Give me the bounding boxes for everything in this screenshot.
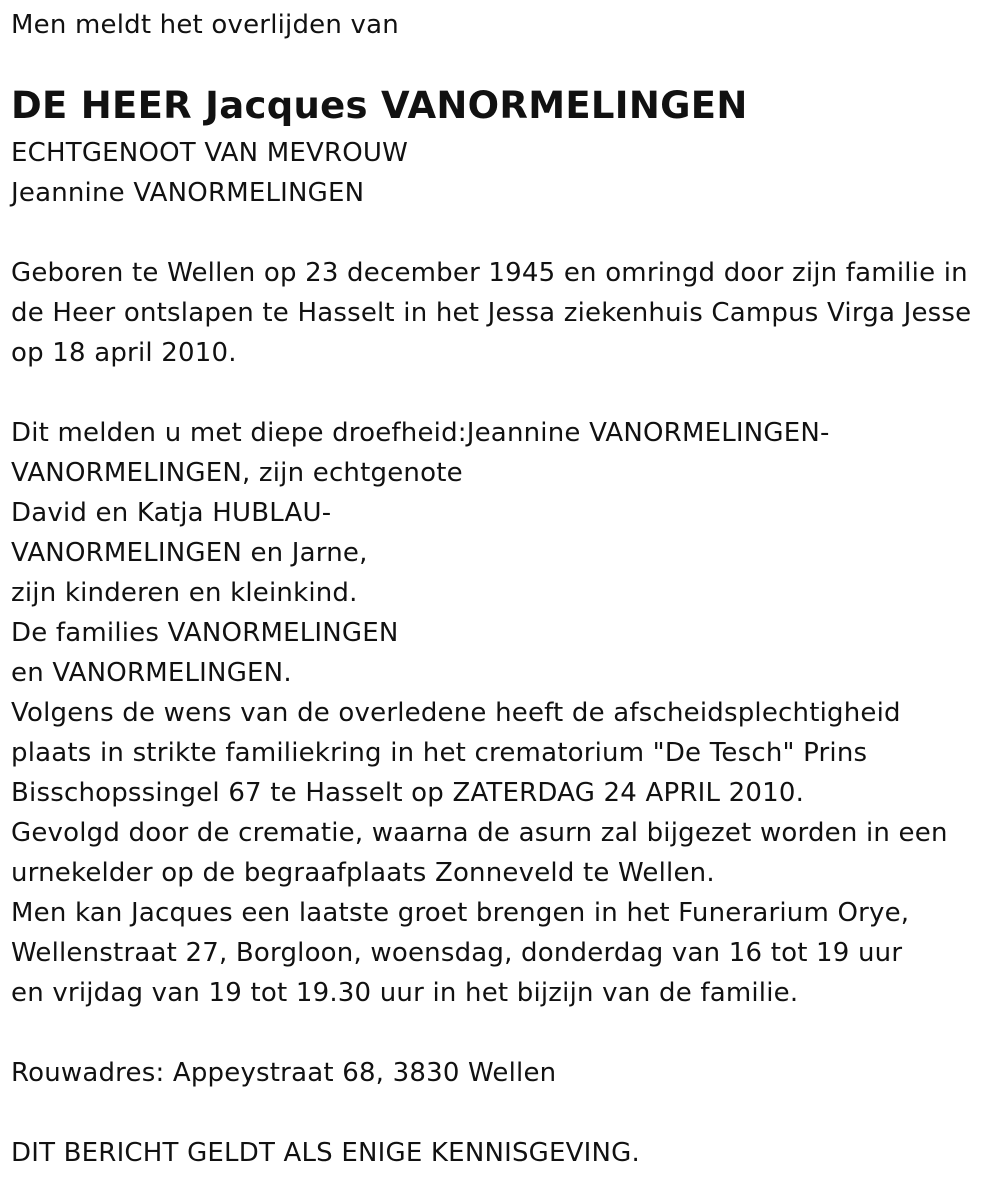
paragraph-line: De families VANORMELINGEN: [11, 618, 399, 648]
paragraph-line: urnekelder op de begraafplaats Zonneveld te Wellen.: [11, 858, 715, 888]
intro-text: Men meldt het overlijden van: [11, 10, 399, 40]
closing-notice-section: [11, 1133, 640, 1173]
paragraph-line: David en Katja HUBLAU-: [11, 498, 332, 528]
paragraph-line: op 18 april 2010.: [11, 338, 237, 368]
deceased-name: DE HEER Jacques VANORMELINGEN: [11, 84, 748, 127]
paragraph-line: Volgens de wens van de overledene heeft de afscheidsplechtigheid: [11, 698, 901, 728]
paragraph-line: Geboren te Wellen op 23 december 1945 en omringd door zijn familie in: [11, 258, 968, 288]
paragraph-line: Men kan Jacques een laatste groet brengen in het Funerarium Orye,: [11, 898, 910, 928]
paragraph-line: plaats in strikte familiekring in het crematorium "De Tesch" Prins: [11, 738, 868, 768]
paragraph-line: en vrijdag van 19 tot 19.30 uur in het bijzijn van de familie.: [11, 978, 799, 1008]
paragraph-line: Wellenstraat 27, Borgloon, woensdag, donderdag van 16 tot 19 uur: [11, 938, 903, 968]
paragraph-line: VANORMELINGEN en Jarne,: [11, 538, 368, 568]
paragraph-line: Gevolgd door de crematie, waarna de asurn zal bijgezet worden in een: [11, 818, 948, 848]
paragraph-line: Dit melden u met diepe droefheid:Jeannine VANORMELINGEN-: [11, 418, 830, 448]
closing-notice: DIT BERICHT GELDT ALS ENIGE KENNISGEVING.: [11, 1138, 640, 1168]
spouse-line: Jeannine VANORMELINGEN: [11, 178, 365, 208]
paragraph-line: en VANORMELINGEN.: [11, 658, 292, 688]
paragraph-line: de Heer ontslapen te Hasselt in het Jessa ziekenhuis Campus Virga Jesse: [11, 298, 972, 328]
paragraph-line: VANORMELINGEN, zijn echtgenote: [11, 458, 463, 488]
spouse-section: [11, 133, 408, 213]
mourning-address-section: [11, 1053, 556, 1093]
family-and-ceremony-paragraph: [11, 413, 948, 1013]
spouse-line: ECHTGENOOT VAN MEVROUW: [11, 138, 409, 168]
paragraph-line: zijn kinderen en kleinkind.: [11, 578, 358, 608]
birth-death-paragraph: [11, 253, 971, 373]
mourning-address: Rouwadres: Appeystraat 68, 3830 Wellen: [11, 1058, 557, 1088]
paragraph-line: Bisschopssingel 67 te Hasselt op ZATERDAG 24 APRIL 2010.: [11, 778, 805, 808]
